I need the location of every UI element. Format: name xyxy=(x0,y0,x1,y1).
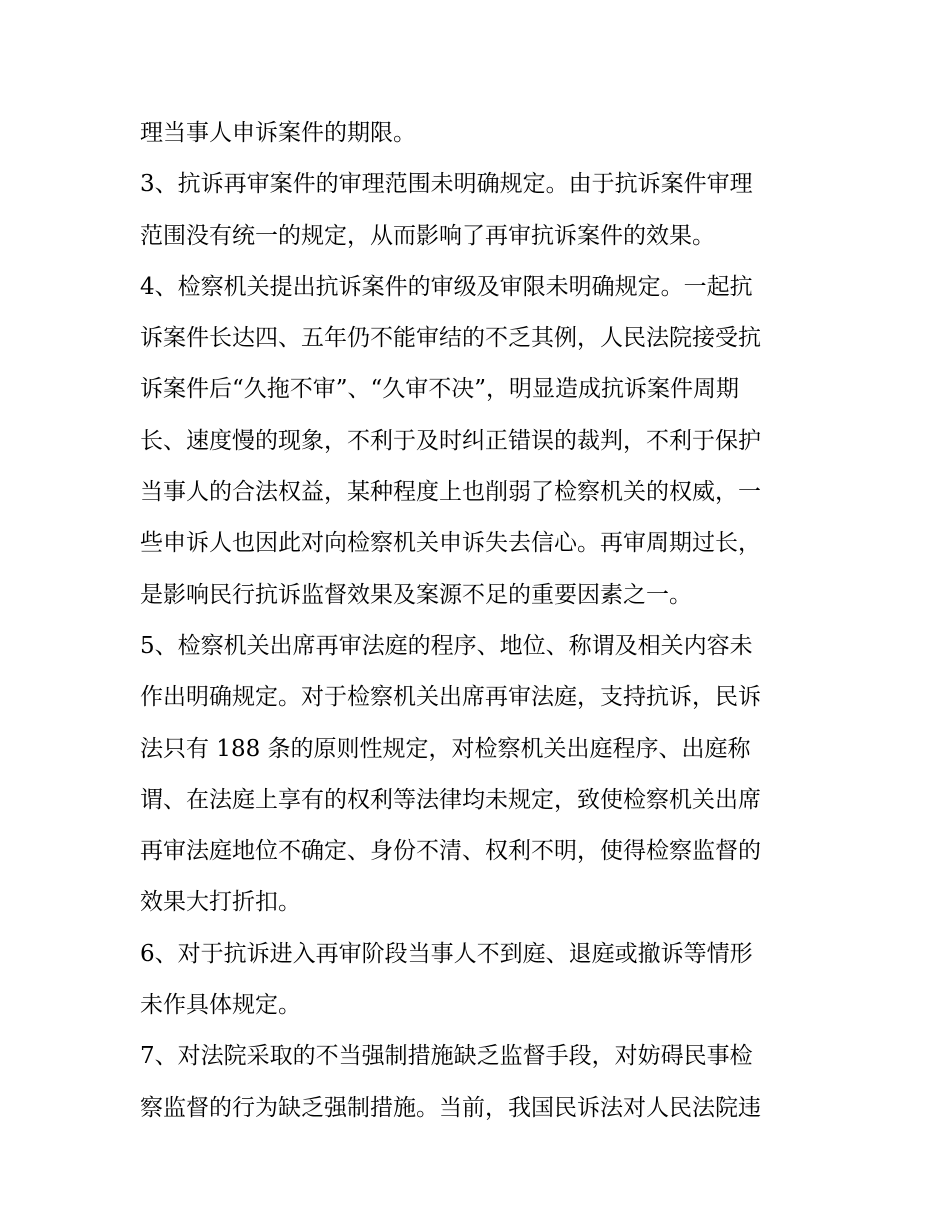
text-line-4: 4、检察机关提出抗诉案件的审级及审限未明确规定。一起抗 xyxy=(140,273,753,300)
text-line-5: 诉案件长达四、五年仍不能审结的不乏其例，人民法院接受抗 xyxy=(140,325,761,352)
text-line-14: 谓、在法庭上享有的权利等法律均未规定，致使检察机关出席 xyxy=(140,786,761,813)
text-line-11: 5、检察机关出席再审法庭的程序、地位、称谓及相关内容未 xyxy=(140,632,753,659)
text-line-18: 未作具体规定。 xyxy=(140,992,301,1019)
text-line-9: 些申诉人也因此对向检察机关申诉失去信心。再审周期过长， xyxy=(140,530,761,557)
text-line-13: 法只有 188 条的原则性规定，对检察机关出庭程序、出庭称 xyxy=(140,735,751,762)
text-line-1: 理当事人申诉案件的期限。 xyxy=(140,120,416,146)
text-line-10: 是影响民行抗诉监督效果及案源不足的重要因素之一。 xyxy=(140,581,692,608)
text-line-15: 再审法庭地位不确定、身份不清、权利不明，使得检察监督的 xyxy=(140,838,761,865)
text-line-17: 6、对于抗诉进入再审阶段当事人不到庭、退庭或撤诉等情形 xyxy=(140,940,753,967)
document-body xyxy=(140,108,820,1134)
text-line-2: 3、抗诉再审案件的审理范围未明确规定。由于抗诉案件审理 xyxy=(140,171,753,198)
text-line-8: 当事人的合法权益，某种程度上也削弱了检察机关的权威，一 xyxy=(140,479,761,506)
text-line-19: 7、对法院采取的不当强制措施缺乏监督手段，对妨碍民事检 xyxy=(140,1043,753,1070)
text-line-16: 效果大打折扣。 xyxy=(140,889,301,916)
text-line-20: 察监督的行为缺乏强制措施。当前，我国民诉法对人民法院违 xyxy=(140,1094,761,1121)
text-line-6: 诉案件后“久拖不审”、“久审不决”，明显造成抗诉案件周期 xyxy=(140,376,740,403)
text-line-3: 范围没有统一的规定，从而影响了再审抗诉案件的效果。 xyxy=(140,222,715,249)
text-line-12: 作出明确规定。对于检察机关出席再审法庭，支持抗诉，民诉 xyxy=(140,684,761,711)
text-line-7: 长、速度慢的现象，不利于及时纠正错误的裁判，不利于保护 xyxy=(140,427,761,454)
